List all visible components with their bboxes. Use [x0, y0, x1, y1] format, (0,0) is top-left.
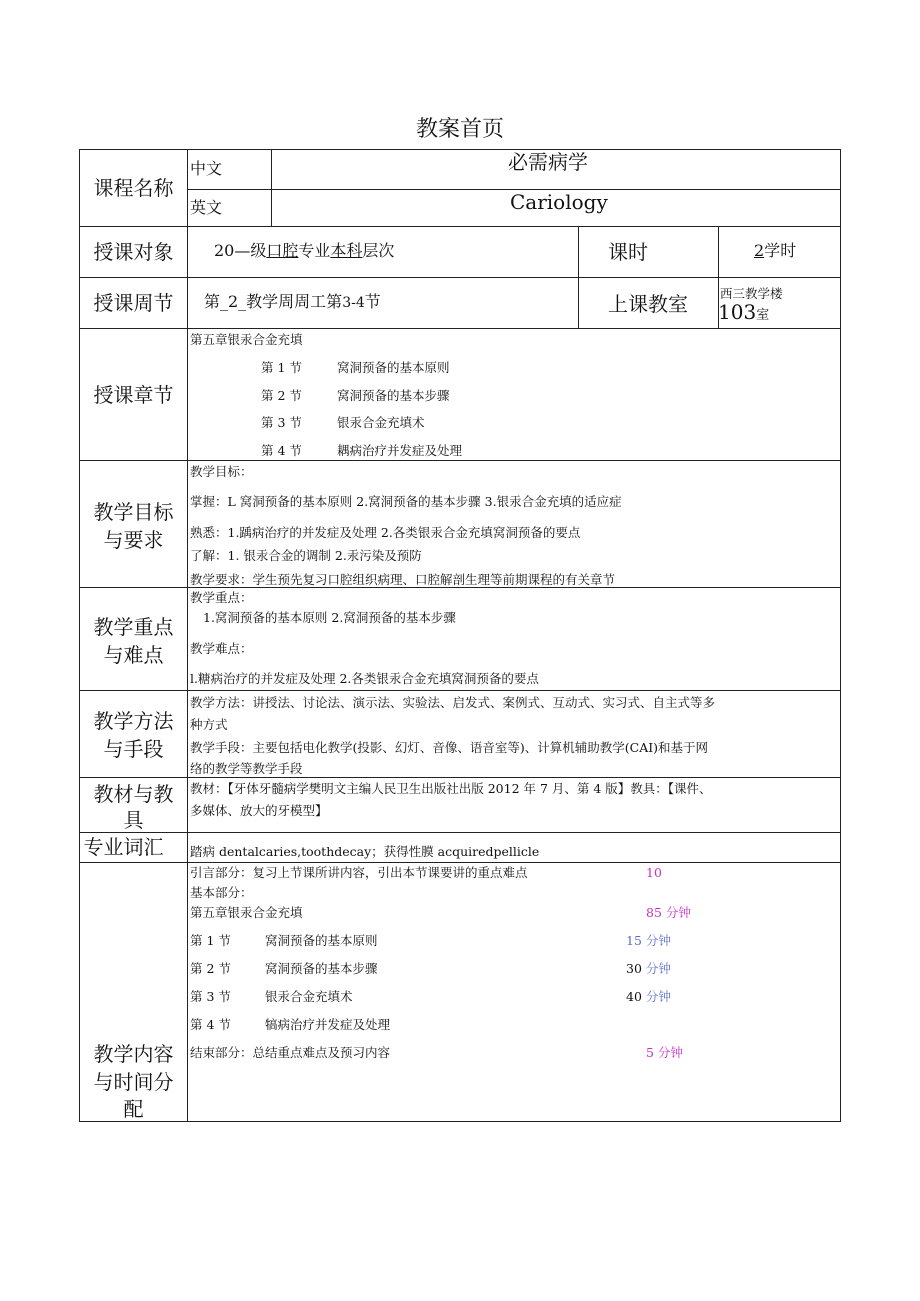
cn-value: 必需病学 [508, 150, 588, 174]
textbook-label-line2: 具 [123, 808, 144, 832]
goals-line-1: 教学目标： [190, 464, 253, 479]
textbook-line-1: 教材：【牙体牙髓病学樊明文主编人民卫生出版社出版 2012 年 7 月、第 4 版】教具：【课件、 [190, 781, 712, 796]
chapter-name-2: 窝洞预备的基本步骤 [337, 388, 450, 403]
hours-label: 课时 [608, 240, 648, 264]
content-row-3-time [626, 988, 671, 1006]
chapters-heading: 第五章银汞合金充填 [190, 332, 303, 347]
chapter-name-3: 银汞合金充填术 [337, 415, 425, 430]
en-label: 英文 [190, 198, 223, 217]
content-row-3-name: 银汞合金充填术 [265, 989, 353, 1004]
content-row-2-name: 窝洞预备的基本步骤 [265, 961, 378, 976]
key-line-2: 1.窝洞预备的基本原则 2.窝洞预备的基本步骤 [203, 610, 456, 625]
audience-grade: 20—级 [214, 241, 267, 260]
content-row-1-num: 15 [626, 933, 642, 948]
method-label-line2: 与手段 [103, 737, 164, 761]
audience-value [214, 242, 394, 260]
method-label-cell [79, 690, 188, 778]
room-building: 西三教学楼 [720, 286, 783, 301]
content-row-2-num: 30 [626, 961, 642, 976]
content-label-line2: 与时间分 [93, 1070, 174, 1094]
chapter-sec-3: 第 3 节 [261, 415, 302, 430]
content-row-1-name: 窝洞预备的基本原则 [265, 933, 378, 948]
chapters-label: 授课章节 [93, 383, 174, 407]
content-chapter: 第五章银汞合金充填 [190, 905, 303, 920]
room-unit: 室 [756, 308, 770, 323]
chapter-name-1: 窝洞预备的基本原则 [337, 360, 450, 375]
content-row-1-sec: 第 1 节 [190, 933, 231, 948]
vocab-text: 踏病 dentalcaries,toothdecay；获得性膜 acquiredpellicle [190, 844, 540, 859]
content-label-line1: 教学内容 [93, 1042, 174, 1066]
content-row-4-name: 犒病治疗并发症及处理 [265, 1017, 391, 1032]
method-line-2: 种方式 [190, 717, 228, 732]
week-value [204, 293, 381, 312]
content-label-line3: 配 [123, 1097, 144, 1121]
goals-label-line1: 教学目标 [93, 500, 174, 524]
chapter-sec-1: 第 1 节 [261, 360, 302, 375]
goals-line-5: 教学要求：学生预先复习口腔组织病理、口腔解剖生理等前期课程的有关章节 [190, 572, 616, 587]
content-row-2-sec: 第 2 节 [190, 961, 231, 976]
method-label-line1: 教学方法 [93, 709, 174, 733]
audience-level: 本科 [330, 241, 363, 260]
week-part3: 节 [364, 292, 381, 311]
content-basic: 基本部分： [190, 885, 253, 900]
content-intro-time: 10 [646, 865, 662, 880]
audience-major-suffix: 专业 [298, 241, 331, 260]
key-line-4: l.糖病治疗的并发症及处理 2.各类银汞合金充填窝洞预备的要点 [190, 671, 539, 686]
content-row-2-time [626, 960, 671, 978]
goals-line-4: 了解：1. 银汞合金的调制 2.汞污染及预防 [190, 548, 422, 563]
content-row-4-sec: 第 4 节 [190, 1017, 231, 1032]
textbook-label-line1: 教材与教 [93, 782, 174, 806]
course-name-label: 课程名称 [93, 176, 174, 200]
room-label: 上课教室 [608, 292, 688, 316]
key-label-line1: 教学重点 [93, 615, 174, 639]
content-row-3-sec: 第 3 节 [190, 989, 231, 1004]
en-value: Cariology [510, 190, 608, 214]
content-row-1-unit: 分钟 [645, 933, 671, 948]
hours-unit: 学时 [764, 241, 797, 260]
chapter-sec-2: 第 2 节 [261, 388, 302, 403]
week-part1: 第_2_教学周周工第 [204, 292, 343, 311]
vocab-label: 专业词汇 [83, 835, 164, 859]
audience-label: 授课对象 [93, 240, 174, 264]
content-chapter-time: 85 分钟 [646, 905, 691, 920]
room-number [718, 300, 770, 325]
content-end-time: 5 分钟 [646, 1045, 683, 1060]
cn-label: 中文 [190, 159, 223, 178]
content-row-2-unit: 分钟 [645, 961, 671, 976]
goals-line-2: 掌握：L 窝洞预备的基本原则 2.窝洞预备的基本步骤 3.银汞合金充填的适应症 [190, 494, 622, 509]
content-row-3-unit: 分钟 [645, 989, 671, 1004]
goals-label-line2: 与要求 [103, 528, 164, 552]
week-part2: 3-4 [342, 295, 365, 311]
hours-num: 2 [754, 241, 765, 260]
room-num: 103 [718, 300, 757, 324]
content-row-3-num: 40 [626, 989, 642, 1004]
key-line-1: 教学重点： [190, 590, 253, 605]
audience-major: 口腔 [266, 241, 299, 260]
audience-level-suffix: 层次 [362, 241, 395, 260]
content-intro: 引言部分：复习上节课所讲内容，引出本节课要讲的重点难点 [190, 865, 528, 880]
chapter-sec-4: 第 4 节 [261, 443, 302, 458]
goals-line-3: 熟悉：1.踽病治疗的并发症及处理 2.各类银汞合金充填窝洞预备的要点 [190, 525, 581, 540]
method-line-4: 络的教学等教学手段 [190, 761, 303, 776]
content-row-1-time [626, 932, 671, 950]
method-line-1: 教学方法：讲授法、讨论法、演示法、实验法、启发式、案例式、互动式、实习式、自主式等多 [190, 695, 716, 710]
page-title: 教案首页 [415, 117, 504, 142]
hours-value [754, 242, 796, 260]
week-label: 授课周节 [93, 291, 174, 315]
content-end: 结束部分：总结重点难点及预习内容 [190, 1045, 391, 1060]
key-label-line2: 与难点 [103, 643, 164, 667]
key-line-3: 教学难点： [190, 641, 253, 656]
method-line-3: 教学手段：主要包括电化教学(投影、幻灯、音像、语音室等)、计算机辅助教学(CAI)和基于网 [190, 740, 709, 755]
textbook-line-2: 多媒体、放大的牙模型】 [190, 803, 328, 818]
chapter-name-4: 耦病治疗并发症及处理 [337, 443, 463, 458]
